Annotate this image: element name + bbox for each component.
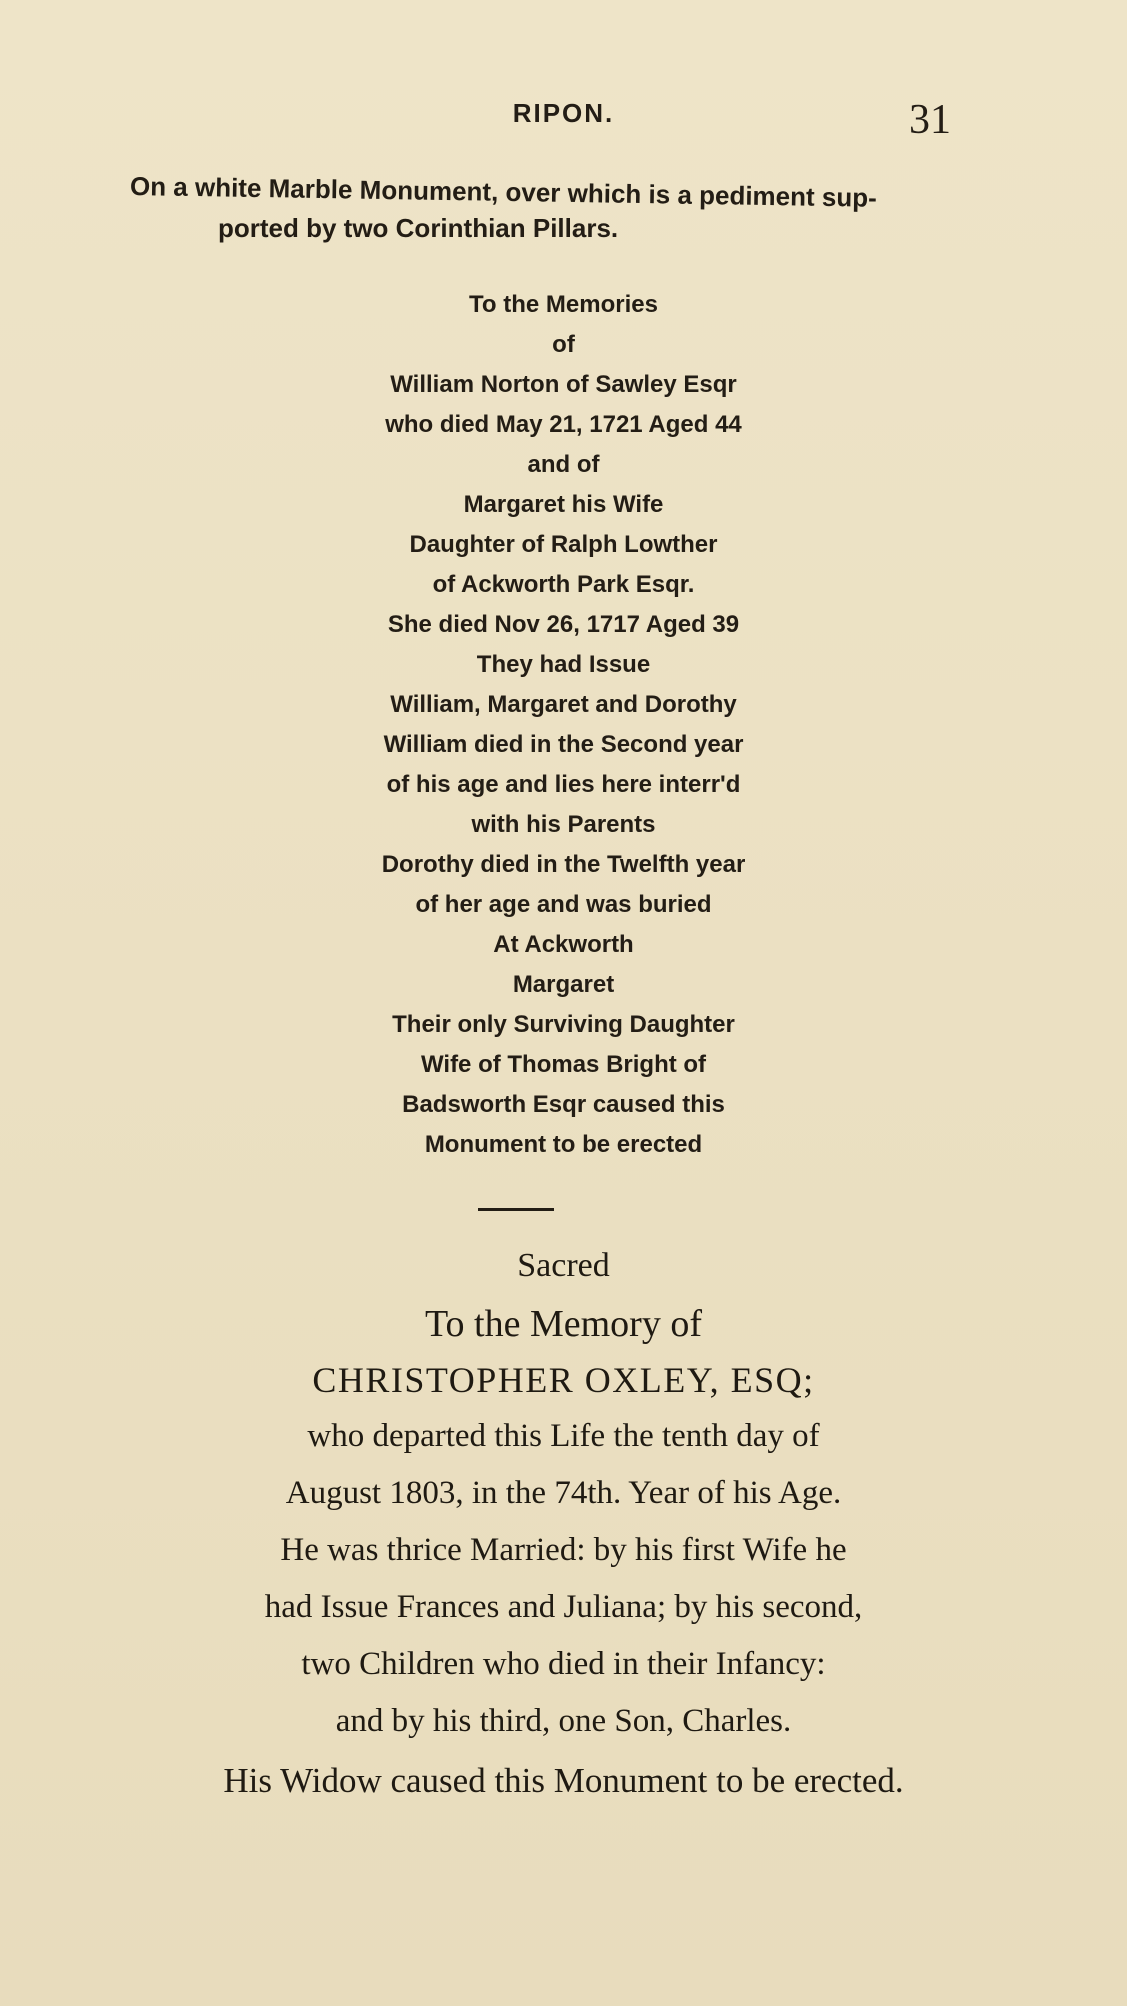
epitaph-line: two Children who died in their Infancy: [301, 1646, 826, 1682]
page-number: 31 [909, 97, 951, 143]
epitaph-line: Daughter of Ralph Lowther [409, 531, 718, 558]
epitaph-line: who died May 21, 1721 Aged 44 [385, 411, 742, 438]
section-divider [478, 1208, 554, 1211]
epitaph-line: and of [527, 451, 600, 478]
epitaph-line: William, Margaret and Dorothy [390, 691, 737, 718]
epitaph-line: Dorothy died in the Twelfth year [381, 851, 746, 878]
epitaph-line: Monument to be erected [424, 1131, 703, 1158]
epitaph-line: Wife of Thomas Bright of [420, 1051, 707, 1078]
epitaph-name: CHRISTOPHER OXLEY, ESQ; [312, 1360, 815, 1400]
monument-description [130, 165, 975, 249]
epitaph-line: and by his third, one Son, Charles. [335, 1703, 792, 1739]
norton-epitaph [0, 285, 1127, 1165]
epitaph-line: of his age and lies here interr'd [386, 771, 741, 798]
oxley-epitaph [0, 1236, 1127, 1812]
epitaph-line: Badsworth Esqr caused this [402, 1091, 725, 1118]
epitaph-line: At Ackworth [493, 931, 634, 958]
epitaph-line: August 1803, in the 74th. Year of his Age. [285, 1475, 842, 1511]
epitaph-closing-line: His Widow caused this Monument to be erected. [223, 1761, 904, 1800]
epitaph-line: of her age and was buried [415, 891, 712, 918]
epitaph-line: Their only Surviving Daughter [392, 1011, 735, 1038]
epitaph-line: who departed this Life the tenth day of [307, 1418, 820, 1454]
epitaph-line: had Issue Frances and Juliana; by his second, [264, 1589, 863, 1625]
epitaph-heading-sacred: Sacred [517, 1247, 610, 1284]
epitaph-line: of [552, 331, 575, 358]
epitaph-line: She died Nov 26, 1717 Aged 39 [387, 611, 740, 638]
description-line: On a white Marble Monument, over which is a pediment sup- [129, 171, 878, 213]
epitaph-line: Margaret his Wife [463, 491, 664, 518]
epitaph-line: To the Memories [469, 291, 658, 318]
epitaph-line: Margaret [512, 971, 615, 998]
epitaph-line: William died in the Second year [383, 731, 744, 758]
epitaph-line: William Norton of Sawley Esqr [390, 371, 737, 398]
epitaph-line: with his Parents [471, 811, 656, 838]
description-line: ported by two Corinthian Pillars. [218, 213, 619, 243]
epitaph-line: He was thrice Married: by his first Wife he [280, 1532, 847, 1568]
running-title: RIPON. [512, 98, 615, 128]
epitaph-line: of Ackworth Park Esqr. [432, 571, 695, 598]
running-head [0, 96, 1127, 143]
epitaph-heading-memory: To the Memory of [424, 1303, 702, 1345]
epitaph-line: They had Issue [476, 651, 651, 678]
